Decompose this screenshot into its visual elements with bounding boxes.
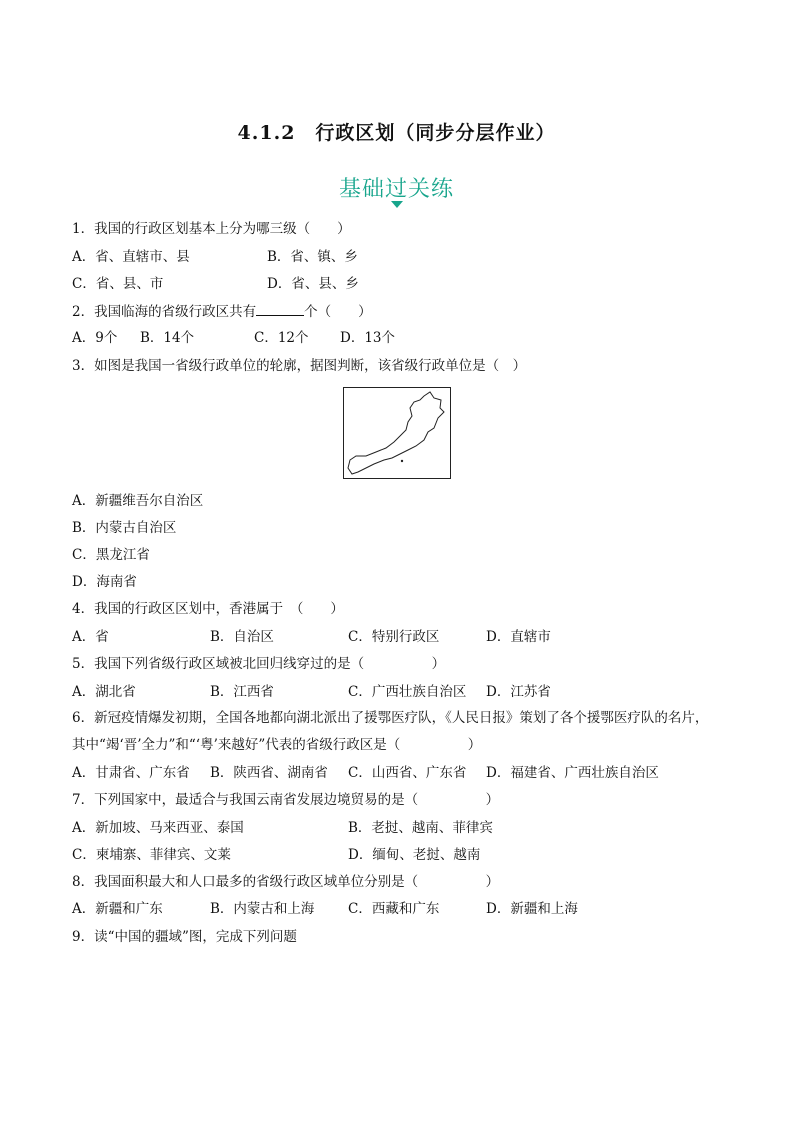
- question-2-stem: [72, 302, 372, 321]
- page-title: 4.1.2 行政区划（同步分层作业）: [237, 122, 556, 144]
- question-5-option-d: D．江苏省: [486, 684, 551, 700]
- question-4-option-a: A．省: [72, 629, 109, 645]
- question-8-stem: 8．我国面积最大和人口最多的省级行政区域单位分别是（ ）: [72, 874, 500, 890]
- question-7-option-a: A．新加坡、马来西亚、泰国: [72, 820, 244, 836]
- question-8-option-b: B．内蒙古和上海: [210, 901, 315, 917]
- question-3-option-b: B．内蒙古自治区: [72, 520, 177, 536]
- question-6-option-b: B．陕西省、湖南省: [210, 765, 328, 781]
- question-6-option-c: C．山西省、广东省: [348, 765, 467, 781]
- question-6-option-a: A．甘肃省、广东省: [72, 765, 190, 781]
- question-4-option-b: B．自治区: [210, 629, 274, 645]
- question-7-option-c: C．柬埔寨、菲律宾、文莱: [72, 847, 231, 863]
- question-2-option-c: C．12个: [254, 330, 309, 346]
- question-8-option-a: A．新疆和广东: [72, 901, 163, 917]
- question-3-option-c: C．黑龙江省: [72, 547, 150, 563]
- section-marker-icon: [391, 201, 403, 208]
- question-2-option-d: D．13个: [340, 330, 396, 346]
- question-3-option-a: A．新疆维吾尔自治区: [72, 493, 204, 509]
- section-title: 基础过关练: [338, 177, 454, 202]
- question-2-stem-after: 个（ ）: [304, 304, 372, 320]
- question-7-option-d: D．缅甸、老挝、越南: [348, 847, 481, 863]
- question-6-option-d: D．福建省、广西壮族自治区: [486, 765, 659, 781]
- answer-blank: [256, 302, 304, 316]
- question-1-option-a: A．省、直辖市、县: [72, 249, 190, 265]
- question-4-stem: 4．我国的行政区区划中，香港属于 （ ）: [72, 601, 344, 617]
- question-1-option-d: D．省、县、乡: [267, 276, 359, 292]
- question-7-stem: 7．下列国家中，最适合与我国云南省发展边境贸易的是（ ）: [72, 792, 500, 808]
- question-2-option-b: B．14个: [140, 330, 195, 346]
- question-4-option-c: C．特别行政区: [348, 629, 440, 645]
- question-1-option-c: C．省、县、市: [72, 276, 164, 292]
- question-3-stem: 3．如图是我国一省级行政单位的轮廓，据图判断，该省级行政单位是（ ）: [72, 358, 527, 374]
- question-6-stem-line-2: 其中“竭‘晋’全力”和“‘粤’来越好”代表的省级行政区是（ ）: [72, 737, 482, 753]
- question-1-stem: 1．我国的行政区划基本上分为哪三级（ ）: [72, 221, 351, 237]
- question-4-option-d: D．直辖市: [486, 629, 551, 645]
- question-5-option-a: A．湖北省: [72, 684, 136, 700]
- province-outline-map: [343, 387, 451, 479]
- question-1-option-b: B．省、镇、乡: [267, 249, 358, 265]
- question-9-stem: 9．读“中国的疆域”图，完成下列问题: [72, 929, 297, 945]
- question-2-option-a: A．9个: [72, 330, 118, 346]
- question-3-option-d: D．海南省: [72, 574, 137, 590]
- question-5-option-c: C．广西壮族自治区: [348, 684, 467, 700]
- question-6-stem-line-1: 6．新冠疫情爆发初期，全国各地都向湖北派出了援鄂医疗队，《人民日报》策划了各个援鄂医疗队的名片，: [72, 710, 709, 726]
- question-5-option-b: B．江西省: [210, 684, 274, 700]
- question-8-option-d: D．新疆和上海: [486, 901, 578, 917]
- question-5-stem: 5．我国下列省级行政区域被北回归线穿过的是（ ）: [72, 656, 446, 672]
- inner-mongolia-outline-icon: [344, 388, 450, 478]
- question-8-option-c: C．西藏和广东: [348, 901, 440, 917]
- question-2-stem-before: 2．我国临海的省级行政区共有: [72, 304, 257, 320]
- question-7-option-b: B．老挝、越南、菲律宾: [348, 820, 493, 836]
